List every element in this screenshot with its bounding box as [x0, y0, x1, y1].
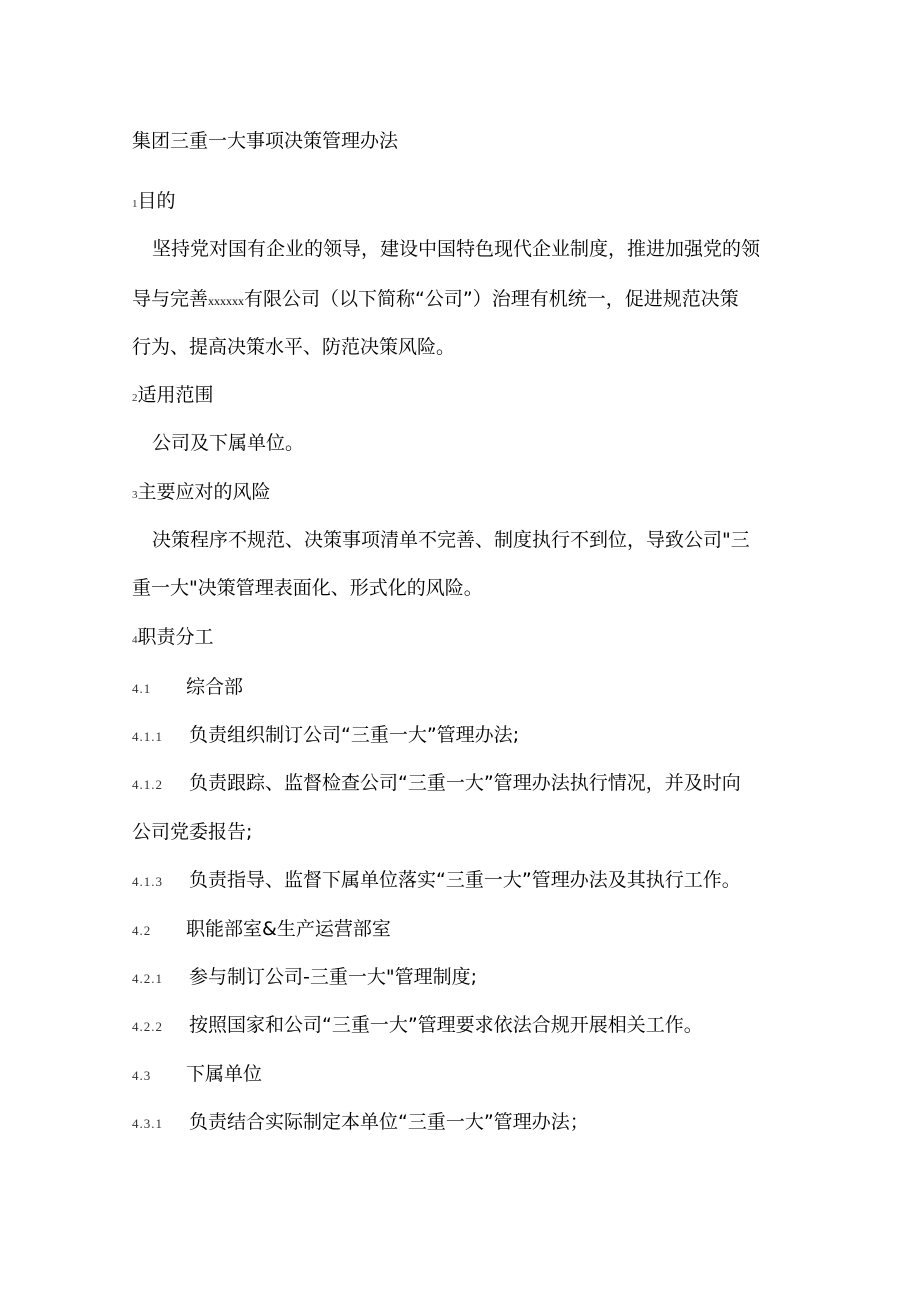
item-number: 4.3.1 [132, 1116, 163, 1131]
item-text: 综合部 [186, 676, 244, 698]
item-number: 4.3 [132, 1068, 152, 1083]
section-heading-text: 适用范围 [137, 384, 214, 406]
paragraph-line: 决策程序不规范、决策事项清单不完善、制度执行不到位，导致公司"三 [152, 529, 750, 551]
paragraph-line: 公司及下属单位。 [152, 432, 305, 454]
section-heading-risks [132, 479, 271, 508]
paragraph-line: 行为、提高决策水平、防范决策风险。 [132, 336, 456, 358]
item-continuation: 公司党委报告; [132, 821, 253, 843]
subsection-item [132, 916, 391, 944]
subsection-item [132, 1061, 262, 1089]
document-title: 集团三重一大事项决策管理办法 [132, 130, 399, 152]
item-text: 负责组织制订公司“三重一大”管理办法; [189, 724, 520, 746]
subsection-item [132, 1012, 703, 1040]
section-number: 4 [132, 634, 138, 646]
section-heading-purpose [132, 188, 176, 217]
subsection-item [132, 674, 243, 702]
item-text: 负责结合实际制定本单位“三重一大”管理办法； [189, 1111, 589, 1133]
item-text: 负责指导、监督下属单位落实“三重一大”管理办法及其执行工作。 [189, 869, 741, 891]
item-text: 职能部室&生产运营部室 [186, 918, 391, 940]
item-number: 4.1.2 [132, 777, 163, 792]
item-text: 参与制订公司-三重一大"管理制度; [189, 966, 477, 988]
subsection-item [132, 867, 741, 895]
item-text: 按照国家和公司“三重一大”管理要求依法合规开展相关工作。 [189, 1014, 703, 1036]
section-heading-scope [132, 382, 214, 411]
section-heading-text: 目的 [137, 190, 176, 212]
item-number: 4.2.1 [132, 971, 163, 986]
item-text: 下属单位 [186, 1063, 263, 1085]
item-number: 4.1.1 [132, 729, 163, 744]
subsection-item [132, 722, 519, 750]
item-number: 4.1 [132, 681, 152, 696]
subsection-item [132, 964, 477, 992]
item-text: 负责跟踪、监督检查公司“三重一大”管理办法执行情况，并及时向 [189, 772, 741, 794]
section-heading-text: 主要应对的风险 [137, 481, 271, 503]
section-number: 3 [132, 489, 138, 501]
item-number: 4.2.2 [132, 1019, 163, 1034]
item-number: 4.1.3 [132, 874, 163, 889]
item-number: 4.2 [132, 923, 152, 938]
paragraph-line: 导与完善xxxxxx有限公司（以下简称“公司”）治理有机统一，促进规范决策 [132, 288, 739, 310]
section-number: 2 [132, 392, 138, 404]
subsection-item [132, 770, 741, 798]
paragraph-line: 重一大"决策管理表面化、形式化的风险。 [132, 577, 483, 599]
section-heading-text: 职责分工 [137, 626, 214, 648]
section-number: 1 [132, 198, 138, 210]
paragraph-line: 坚持党对国有企业的领导，建设中国特色现代企业制度，推进加强党的领 [152, 238, 761, 260]
section-heading-responsibilities [132, 624, 214, 653]
subsection-item [132, 1109, 589, 1137]
company-placeholder: xxxxxx [208, 294, 245, 308]
